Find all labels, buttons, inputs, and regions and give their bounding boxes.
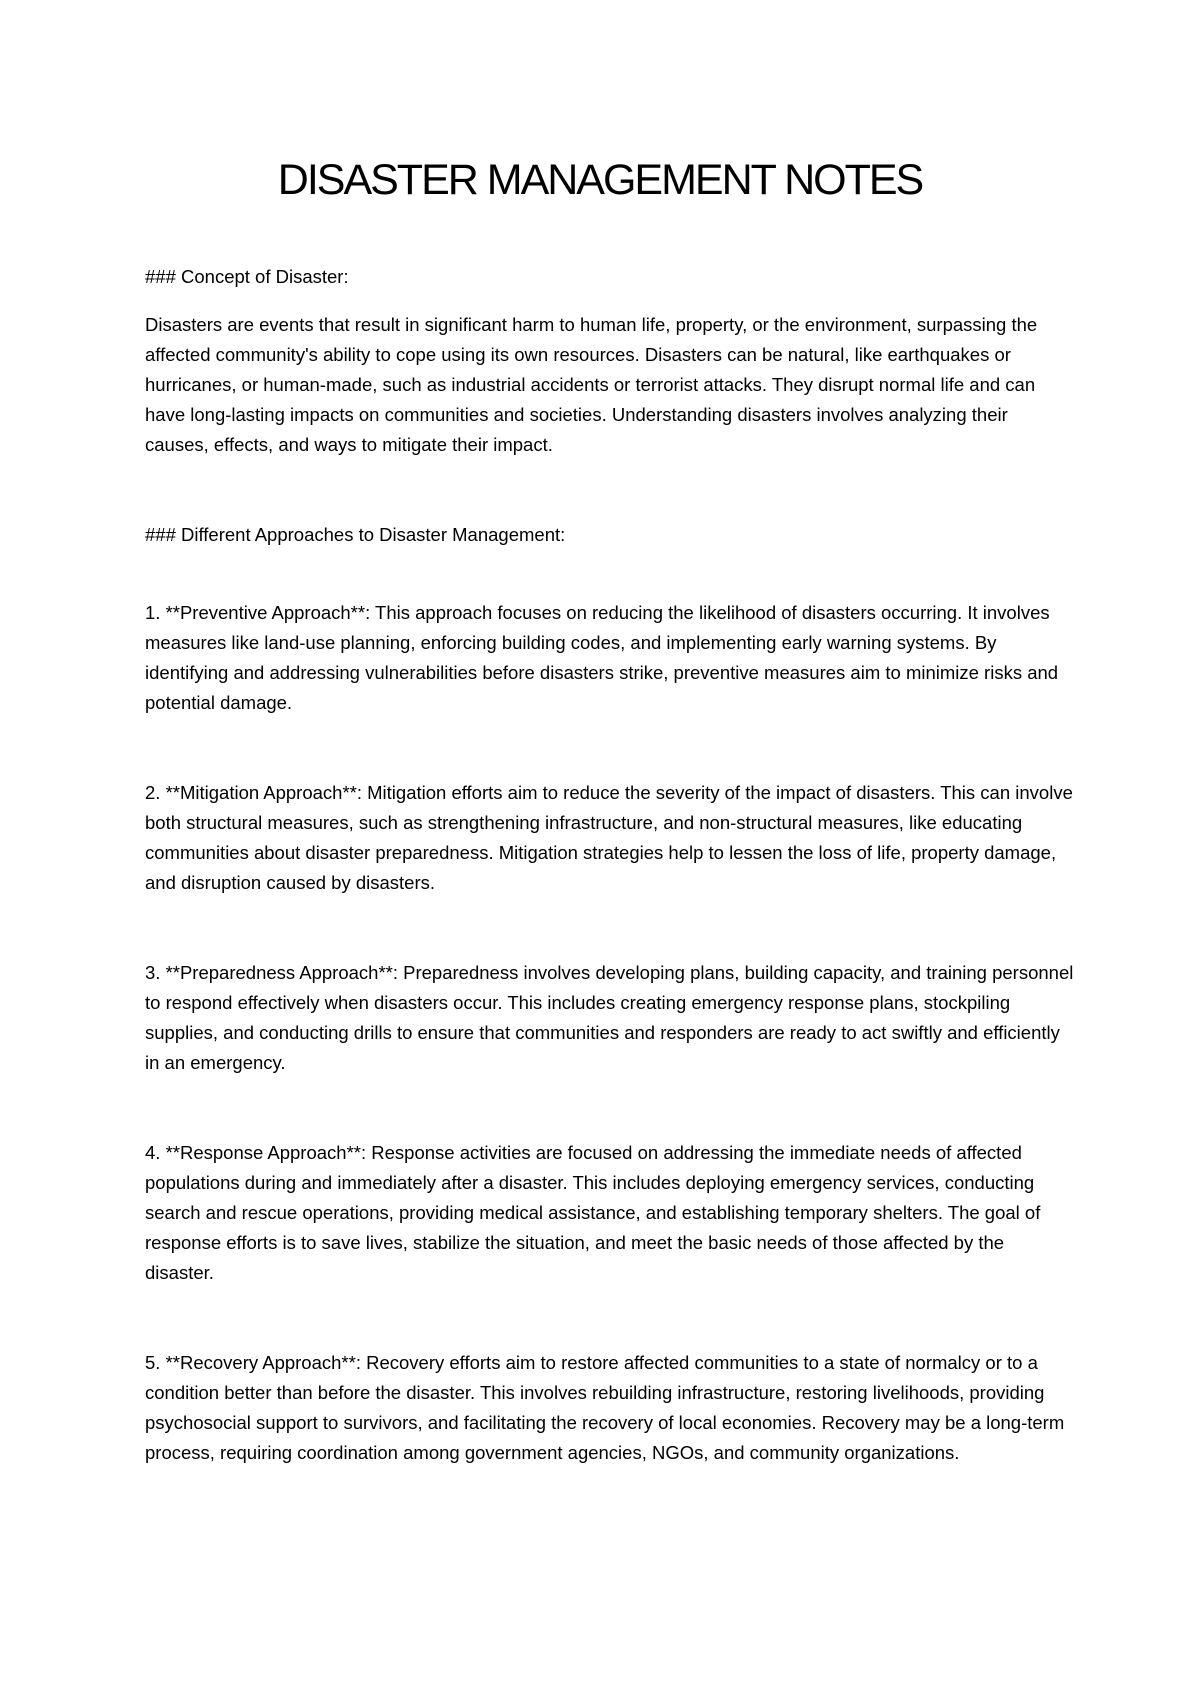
- approaches-list: [145, 598, 1075, 1468]
- approach-item-mitigation: 2. **Mitigation Approach**: Mitigation efforts aim to reduce the severity of the impact of disasters. This can involve both structural measures, such as strengthening infrastructure, and non-structural measures, like educating communities about disaster preparedness. Mitigation strategies help to lessen the loss of life, property damage, and disruption caused by disasters.: [145, 782, 1073, 893]
- approach-item-preparedness: 3. **Preparedness Approach**: Preparedness involves developing plans, building capacity, and training personnel to respond effectively when disasters occur. This includes creating emergency response plans, stockpiling supplies, and conducting drills to ensure that communities and responders are ready to act swiftly and efficiently in an emergency.: [145, 962, 1074, 1073]
- approach-item-response: 4. **Response Approach**: Response activities are focused on addressing the immediate needs of affected populations during and immediately after a disaster. This includes deploying emergency services, conducting search and rescue operations, providing medical assistance, and establishing temporary shelters. The goal of response efforts is to save lives, stabilize the situation, and meet the basic needs of those affected by the disaster.: [145, 1142, 1041, 1283]
- concept-paragraph: Disasters are events that result in significant harm to human life, property, or the environment, surpassing the affected community's ability to cope using its own resources. Disasters can be natural, like earthquakes or hurricanes, or human-made, such as industrial accidents or terrorist attacks. They disrupt normal life and can have long-lasting impacts on communities and societies. Understanding disasters involves analyzing their causes, effects, and ways to mitigate their impact.: [145, 314, 1038, 455]
- section-heading-concept: ### Concept of Disaster:: [145, 266, 349, 287]
- approach-item-preventive: 1. **Preventive Approach**: This approach focuses on reducing the likelihood of disasters occurring. It involves measures like land-use planning, enforcing building codes, and implementing early warning systems. By identifying and addressing vulnerabilities before disasters strike, preventive measures aim to minimize risks and potential damage.: [145, 602, 1059, 713]
- document-title: DISASTER MANAGEMENT NOTES: [277, 156, 923, 204]
- document-body: [145, 262, 1075, 1468]
- section-heading-approaches: ### Different Approaches to Disaster Management:: [145, 524, 566, 545]
- approach-item-recovery: 5. **Recovery Approach**: Recovery efforts aim to restore affected communities to a state of normalcy or to a condition better than before the disaster. This involves rebuilding infrastructure, restoring livelihoods, providing psychosocial support to survivors, and facilitating the recovery of local economies. Recovery may be a long-term process, requiring coordination among government agencies, NGOs, and community organizations.: [145, 1352, 1065, 1463]
